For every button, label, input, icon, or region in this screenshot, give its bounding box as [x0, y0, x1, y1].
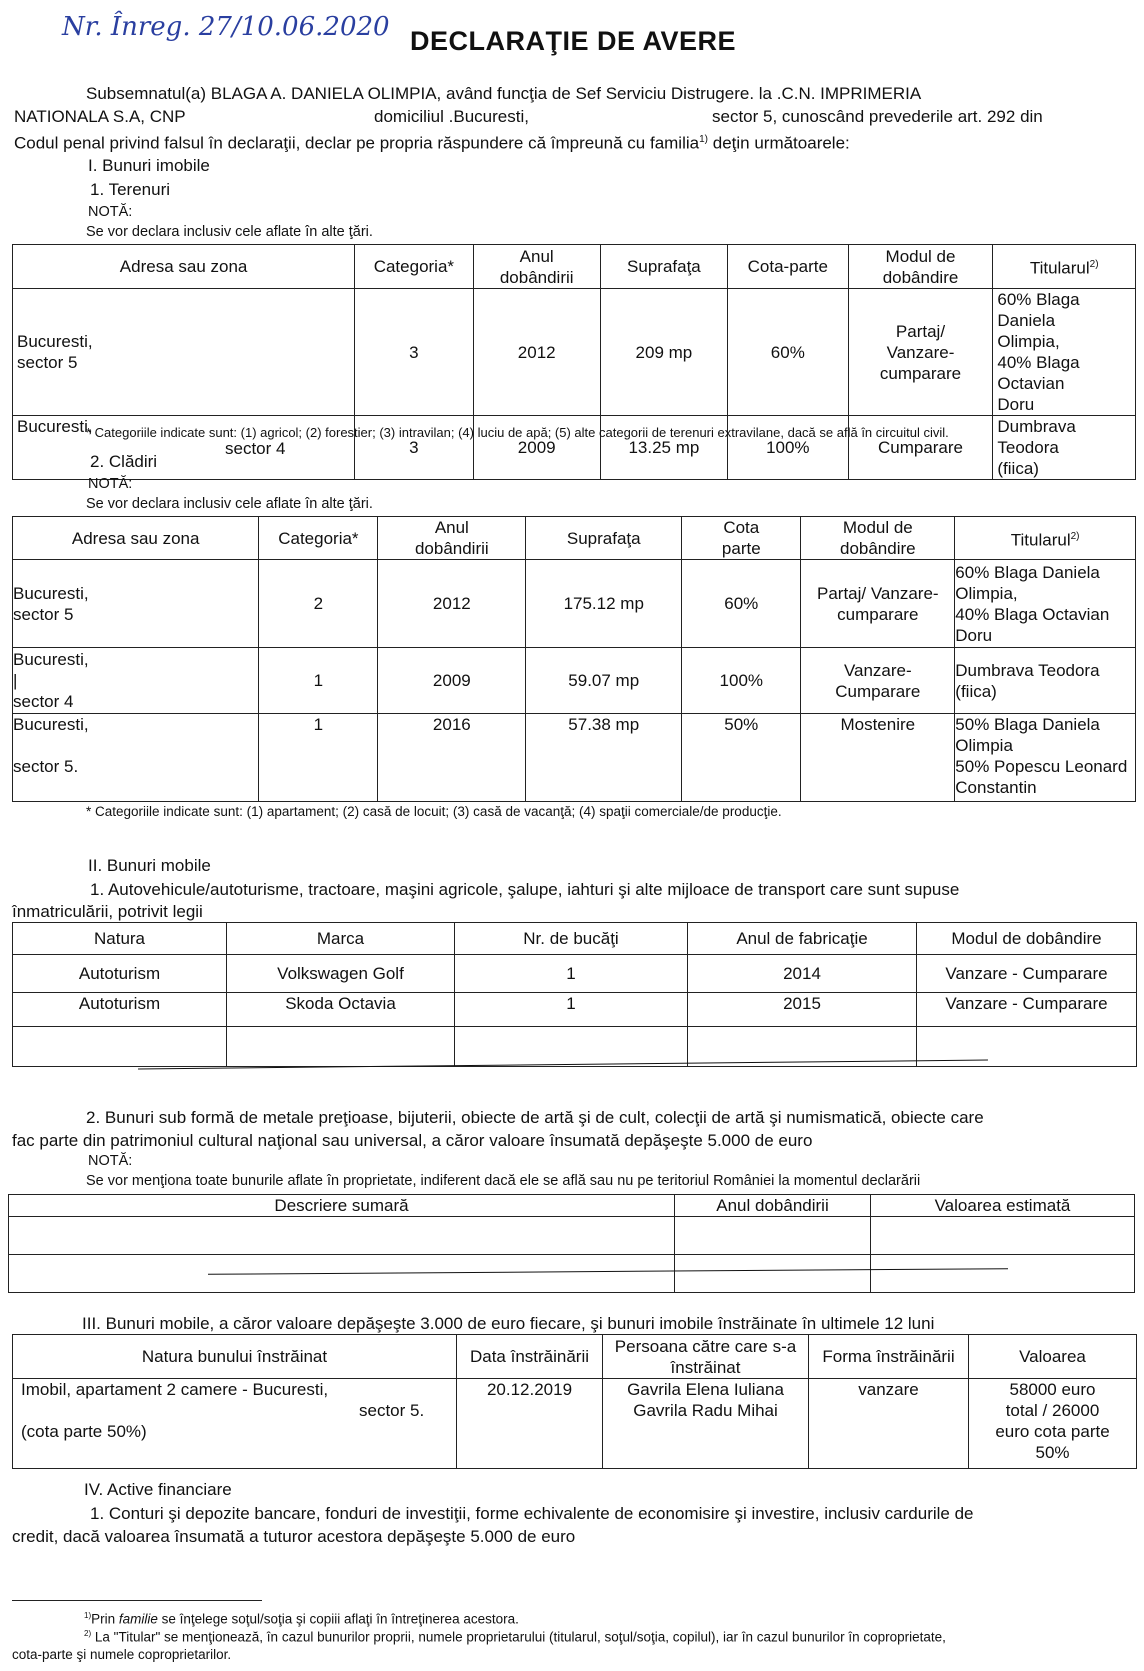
header-cell: Suprafaţa — [526, 517, 682, 560]
table-cell: Autoturism — [13, 993, 227, 1027]
table-cell: vanzare — [809, 1379, 969, 1469]
terenuri-footnote: * Categoriile indicate sunt: (1) agricol; (2) forestier; (3) intravilan; (4) luciu de apă; (5) alte categorii de terenuri extravilane, dacă se află în circuitul civil. — [86, 425, 949, 440]
terenuri-table — [12, 244, 1136, 480]
section-2-sub-cladiri: 2. Clădiri — [90, 452, 158, 471]
header-cell: Modul de dobândire — [848, 245, 993, 289]
table-cell: Vanzare - Cumparare — [917, 955, 1137, 993]
table-row — [13, 648, 1136, 714]
table-cell: Autoturism — [13, 955, 227, 993]
footnote-2: $^{2)}$ La "Titular" se menţionează, în cazul bunurilor proprii, numele proprietarului (titularul, soţul/soţia, copilul), iar în cazul bunurilor în coproprietate, — [84, 1629, 946, 1645]
section-ii-p2-a: 2. Bunuri sub formă de metale preţioase, bijuterii, obiecte de artă şi de cult, colecţii de artă şi numismatică, obiecte care — [86, 1108, 984, 1127]
table-cell: Imobil, apartament 2 camere - Bucuresti, sector 5. (cota parte 50%) — [13, 1379, 457, 1469]
table-row — [9, 1217, 1135, 1255]
header-cell: Forma înstrăinării — [809, 1335, 969, 1379]
section-ii-p1-a: 1. Autovehicule/autoturisme, tractoare, maşini agricole, şalupe, iahturi şi alte mijloace de transport care sunt supuse — [90, 880, 960, 899]
header-cell: Modul de dobândire — [801, 517, 955, 560]
table-cell: Dumbrava Teodora (fiica) — [955, 648, 1136, 714]
table-cell: 50% — [682, 714, 801, 802]
table-cell: Vanzare - Cumparare — [917, 993, 1137, 1027]
table-row — [13, 993, 1137, 1027]
table-row — [13, 1379, 1137, 1469]
table-row — [13, 714, 1136, 802]
table-cell: Cumparare — [848, 416, 993, 480]
table-row — [13, 289, 1136, 416]
table-cell: 175.12 mp — [526, 560, 682, 648]
table-cell: 2009 — [378, 648, 526, 714]
section-1-nota: NOTĂ: — [88, 204, 133, 220]
table-cell: 3 — [355, 289, 473, 416]
table-cell: Gavrila Elena Iuliana Gavrila Radu Mihai — [603, 1379, 809, 1469]
table-cell: 2012 — [378, 560, 526, 648]
header-cell: Natura bunului înstrăinat — [13, 1335, 457, 1379]
table-cell: Bucuresti, sector 5 — [13, 289, 355, 416]
header-cell: Titularul$^{2)}$ — [993, 245, 1136, 289]
header-cell: Nr. de bucăţi — [455, 923, 688, 955]
header-cell: Cota-parte — [728, 245, 849, 289]
header-cell: Suprafaţa — [600, 245, 727, 289]
header-cell: Natura — [13, 923, 227, 955]
section-iv-p1-a: 1. Conturi şi depozite bancare, fonduri de investiţii, forme echivalente de economisire şi investire, inclusiv cardurile de — [90, 1504, 974, 1523]
header-cell: Anul dobândirii — [473, 245, 600, 289]
header-cell: Descriere sumară — [9, 1195, 675, 1217]
table-cell: 60% Blaga Daniela Olimpia, 40% Blaga Octavian Doru — [955, 560, 1136, 648]
table-cell: 1 — [455, 955, 688, 993]
section-2-nota-text: Se vor declara inclusiv cele aflate în alte ţări. — [86, 496, 373, 512]
document-title: DECLARAŢIE DE AVERE — [410, 26, 737, 56]
table-cell: 20.12.2019 — [457, 1379, 603, 1469]
table-cell: Dumbrava Teodora (fiica) — [993, 416, 1136, 480]
table-cell: Skoda Octavia — [227, 993, 455, 1027]
intro-line-2c: sector 5, cunoscând prevederile art. 292 din — [712, 107, 1043, 126]
footnote-2-cont: cota-parte şi numele coproprietarilor. — [12, 1647, 232, 1662]
table-cell — [455, 1027, 688, 1067]
table-cell: 60% Blaga Daniela Olimpia, 40% Blaga Octavian Doru — [993, 289, 1136, 416]
table-cell: 2009 — [473, 416, 600, 480]
autovehicule-table — [12, 922, 1137, 1067]
table-cell: 59.07 mp — [526, 648, 682, 714]
section-ii-p1-b: înmatriculării, potrivit legii — [12, 902, 203, 921]
section-iii-heading: III. Bunuri mobile, a căror valoare depăşeşte 3.000 de euro fiecare, şi bunuri imobile înstrăinate în ultimele 12 luni — [82, 1314, 935, 1333]
table-cell — [13, 1027, 227, 1067]
registration-number-handwritten: Nr. Înreg. 27/10.06.2020 — [62, 12, 390, 42]
table-cell: 3 — [355, 416, 473, 480]
header-cell: Titularul$^{2)}$ — [955, 517, 1136, 560]
table-cell: Bucuresti, sector 5 — [13, 560, 259, 648]
footnote-1: $^{1)}$Prin familie se înţelege soţul/soţia şi copiii aflaţi în întreţinerea acestora. — [84, 1611, 519, 1627]
table-header-row — [13, 517, 1136, 560]
table-cell: 57.38 mp — [526, 714, 682, 802]
section-1-sub-terenuri: 1. Terenuri — [90, 180, 171, 199]
table-row — [9, 1255, 1135, 1293]
section-iv-heading: IV. Active financiare — [84, 1480, 232, 1499]
header-cell: Adresa sau zona — [13, 245, 355, 289]
table-cell — [871, 1255, 1135, 1293]
table-row — [13, 955, 1137, 993]
table-cell — [871, 1217, 1135, 1255]
section-iv-p1-b: credit, dacă valoarea însumată a tuturor acestora depăşeşte 5.000 de euro — [12, 1527, 576, 1546]
table-cell: 2015 — [688, 993, 917, 1027]
table-cell: 209 mp — [600, 289, 727, 416]
table-cell: 2016 — [378, 714, 526, 802]
header-cell: Valoarea estimată — [871, 1195, 1135, 1217]
table-cell: Mostenire — [801, 714, 955, 802]
table-cell: 58000 euro total / 26000 euro cota parte 50% — [969, 1379, 1137, 1469]
table-cell: 60% — [728, 289, 849, 416]
intro-line-3: Codul penal privind falsul în declaraţii, declar pe propria răspundere că împreună cu familia$^{1)}$ deţin următoarele: — [14, 133, 850, 153]
intro-line-2b: domiciliul .Bucuresti, — [374, 107, 529, 126]
table-cell: Vanzare- Cumparare — [801, 648, 955, 714]
header-cell: Data înstrăinării — [457, 1335, 603, 1379]
table-header-row — [9, 1195, 1135, 1217]
table-cell: 1 — [259, 714, 378, 802]
table-cell: Volkswagen Golf — [227, 955, 455, 993]
intro-line-2a: NATIONALA S.A, CNP — [14, 107, 186, 126]
table-cell — [675, 1255, 871, 1293]
header-cell: Adresa sau zona — [13, 517, 259, 560]
table-cell: 1 — [259, 648, 378, 714]
section-1-nota-text: Se vor declara inclusiv cele aflate în alte ţări. — [86, 224, 373, 240]
table-cell: Partaj/ Vanzare- cumparare — [848, 289, 993, 416]
header-cell: Cota parte — [682, 517, 801, 560]
header-cell: Modul de dobândire — [917, 923, 1137, 955]
section-ii-p2-b: fac parte din patrimoniul cultural naţional sau universal, a căror valoare însumată depăşeşte 5.000 de euro — [12, 1131, 813, 1150]
section-ii-heading: II. Bunuri mobile — [88, 856, 211, 875]
header-cell: Valoarea — [969, 1335, 1137, 1379]
cladiri-table — [12, 516, 1136, 802]
header-cell: Anul dobândirii — [675, 1195, 871, 1217]
table-cell: 2012 — [473, 289, 600, 416]
section-1-heading: I. Bunuri imobile — [88, 156, 210, 175]
table-cell: 50% Blaga Daniela Olimpia 50% Popescu Leonard Constantin — [955, 714, 1136, 802]
table-cell: Partaj/ Vanzare- cumparare — [801, 560, 955, 648]
table-cell — [9, 1217, 675, 1255]
intro-line-1: Subsemnatul(a) BLAGA A. DANIELA OLIMPIA, având funcţia de Sef Serviciu Distrugere. la .C.N. IMPRIMERIA — [86, 84, 922, 103]
table-cell: 100% — [728, 416, 849, 480]
header-cell: Anul dobândirii — [378, 517, 526, 560]
header-cell: Categoria* — [259, 517, 378, 560]
table-cell: 100% — [682, 648, 801, 714]
footnote-separator — [12, 1600, 262, 1601]
table-row — [13, 560, 1136, 648]
section-ii-nota-text: Se vor menţiona toate bunurile aflate în proprietate, indiferent dacă ele se află sau nu pe teritoriul României la momentul declarării — [86, 1173, 921, 1189]
table-cell: 2014 — [688, 955, 917, 993]
table-cell: 2 — [259, 560, 378, 648]
instrainari-table — [12, 1334, 1137, 1469]
table-cell: 1 — [455, 993, 688, 1027]
header-cell: Categoria* — [355, 245, 473, 289]
table-cell: 60% — [682, 560, 801, 648]
header-cell: Persoana către care s-a înstrăinat — [603, 1335, 809, 1379]
table-cell: 13.25 mp — [600, 416, 727, 480]
section-2-nota: NOTĂ: — [88, 476, 133, 492]
table-header-row — [13, 245, 1136, 289]
table-cell: Bucuresti, sector 5. — [13, 714, 259, 802]
section-ii-nota: NOTĂ: — [88, 1153, 133, 1169]
table-header-row — [13, 1335, 1137, 1379]
table-cell — [227, 1027, 455, 1067]
cladiri-footnote: * Categoriile indicate sunt: (1) apartament; (2) casă de locuit; (3) casă de vacanţă; (4) spaţii comerciale/de producţie. — [86, 804, 782, 819]
header-cell: Marca — [227, 923, 455, 955]
header-cell: Anul de fabricaţie — [688, 923, 917, 955]
table-header-row — [13, 923, 1137, 955]
table-cell — [675, 1217, 871, 1255]
table-cell: Bucuresti, | sector 4 — [13, 648, 259, 714]
table-cell: Bucuresti, sector 4 — [13, 416, 355, 480]
bunuri-pretioase-table — [8, 1194, 1135, 1293]
